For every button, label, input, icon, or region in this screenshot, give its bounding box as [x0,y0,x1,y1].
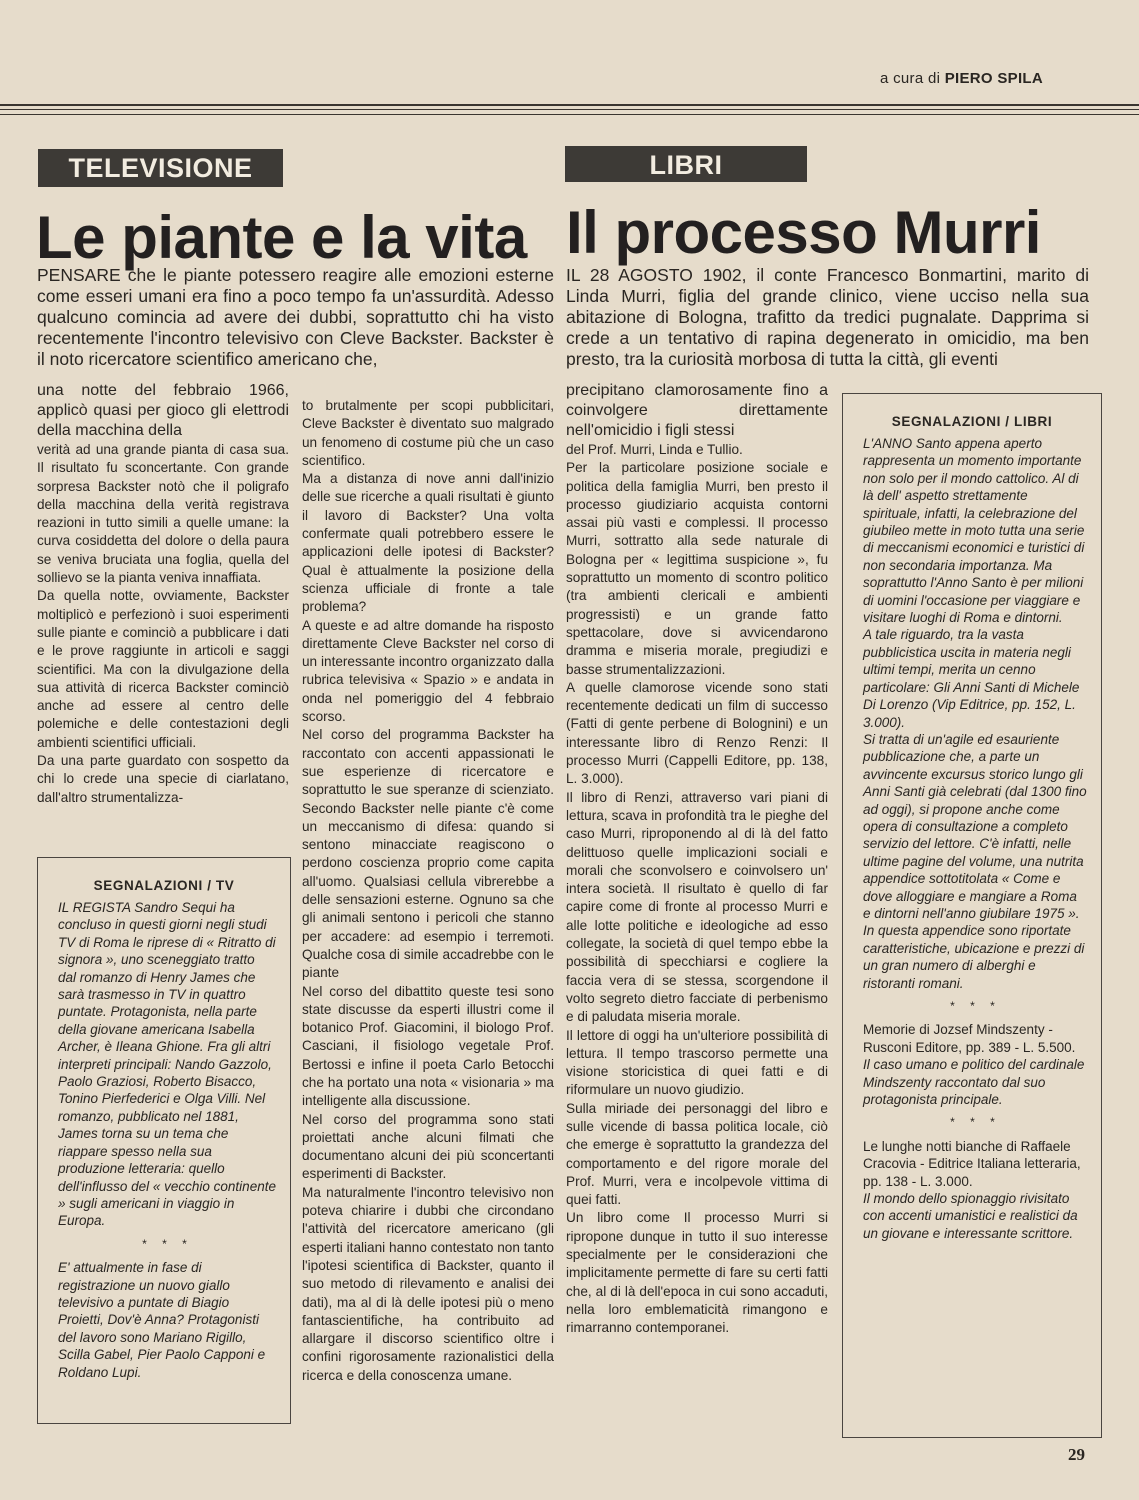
tv-col1-lead: una notte del febbraio 1966, applicò quasi per gioco gli elettrodi della macchina della [37,382,289,439]
libri-col-p3: A quelle clamorose vicende sono stati recentemente dedicati un film di successo (Fatti di gente perbene di Bolognini) e un interessante libro di Renzo Renzi: Il processo Murri (Cappelli Editore, pp. 138, L. 3.000). [566,679,828,787]
box-tv-p2: E' attualmente in fase di registrazione un nuovo giallo televisivo a puntate di Biagio Proietti, Dov'è Anna? Protagonisti del lavoro sono Mariano Rigillo, Scilla Gabel, Pier Paolo Capponi e Roldano Lupi. [58,1260,266,1380]
box-title-libri: SEGNALAZIONI / LIBRI [891,414,1053,429]
box-title-tv: SEGNALAZIONI / TV [93,878,235,893]
tv-col2-p3: A queste e ad altre domande ha risposto direttamente Cleve Backster nel corso di un interessante incontro organizzato dalla rubrica televisiva « Spazio » e andata in onda nel pomeriggio del 4 febbraio scorso. [302,617,554,725]
tv-col2-p4: Nel corso del programma Backster ha raccontato con accenti appassionati le sue esperienze di ricercatore e soprattutto le sue speranze di scienziato. Secondo Backster nelle piante c'è come un meccanismo di difesa: quando si sentono minacciate reagiscono o perdono coscienza proprio come capita all'uomo. Qualsiasi cellula vibrerebbe a delle sensazioni esterne. Ognuno sa che gli animali sentono i pericoli che stanno per accadere: ad esempio i terremoti. Qualche cosa di simile accadrebbe con le piante [302,727,554,981]
tv-col2-p5: Nel corso del dibattito queste tesi sono state discusse da esperti illustri come il botanico Prof. Giacomini, il biologo Prof. Casciani, il fisiologo vegetale Prof. Bertossi e infine il poeta Carlo Betocchi che ha portato una nota « visionaria » ma intelligente alla discussione. [302,983,554,1109]
headline-libri: Il processo Murri [566,199,1041,266]
box-body-libri [843,435,1101,1242]
tv-col2-p1: to brutalmente per scopi pubblicitari, Cleve Backster è diventato suo malgrado un fenomeno di costume più che un caso scientifico. [302,398,554,468]
section-label-libri: LIBRI [565,146,807,182]
box-libri-p5: Memorie di Jozsef Mindszenty - Rusconi Editore, pp. 389 - L. 5.500. [863,1022,1076,1055]
tv-col2-p7: Ma naturalmente l'incontro televisivo non poteva chiarire i dubbi che circondano l'attività del ricercatore americano (gli esperti italiani hanno contestato non tanto l'ipotesi scientifica di Backster, quanto il suo metodo di rilevamento e analisi dei dati), ma al di là delle ipotesi più o meno fantascientifiche, ha contribuito ad allargare il discorso scientifico oltre i confini rigorosamente razionalistici della ricerca e della conoscenza umane. [302,1184,554,1383]
tv-col2-p6: Nel corso del programma sono stati proiettati anche alcuni filmati che documentano alcuni dei più sconcertanti esperimenti di Backster. [302,1111,554,1182]
curator-credit [880,70,1043,87]
libri-col-p5: Il lettore di oggi ha un'ulteriore possibilità di lettura. Il tempo trascorso permette una visione storicistica di quei fatti e di riformulare un nuovo giudizio. [566,1027,828,1098]
separator-stars: * * * [949,999,1001,1013]
lead-paragraph-tv [37,265,554,370]
header-rule [0,109,1139,110]
curator-prefix: a cura di [880,70,941,87]
separator-stars: * * * [949,1115,1001,1130]
curator-name: PIERO SPILA [944,70,1044,87]
libri-col-lead: precipitano clamorosamente fino a coinvolgere direttamente nell'omicidio i figli stessi [566,382,828,439]
tv-col1-p3: Da una parte guardato con sospetto da chi lo crede una specie di ciarlatano, dall'altro strumentalizza- [37,753,289,805]
libri-column [566,381,828,1338]
box-libri-p7: Le lunghe notti bianche di Raffaele Cracovia - Editrice Italiana letteraria, pp. 138 - L. 3.000. [863,1138,1081,1189]
header-rule [0,104,1139,106]
box-libri-p1: L'ANNO Santo appena aperto rappresenta un momento importante non solo per il mondo cattolico. Al di là dell' aspetto strettamente spirituale, infatti, la celebrazione del giubileo mette in moto tutta una serie di meccanismi economici e turistici di non secondaria importanza. Ma soprattutto l'Anno Santo è per milioni di uomini l'occasione per viaggiare e visitare luoghi di Roma e dintorni. [863,436,1085,626]
page-number: 29 [1068,1445,1085,1464]
lead-text: PENSARE che le piante potessero reagire alle emozioni esterne come esseri umani era fino a poco tempo fa un'assurdità. Adesso qualcuno comincia ad avere dei dubbi, soprattutto chi ha visto recentemente l'incontro televisivo con Cleve Backster. Backster è il noto ricercatore scientifico americano che, [37,265,554,369]
header-rule [0,114,1139,115]
headline-tv: Le piante e la vita [36,204,527,271]
separator-stars: * * * [141,1236,193,1251]
box-tv-p1: IL REGISTA Sandro Sequi ha concluso in questi giorni negli studi TV di Roma le riprese di « Ritratto di signora », uno sceneggiato tratto dal romanzo di Henry James che sarà trasmesso in TV in quattro puntate. Protagonista, nella parte della giovane americana Isabella Archer, è Ileana Ghione. Fra gli altri interpreti principali: Nando Gazzolo, Paolo Graziosi, Roberto Bisacco, Tonino Pierfederici e Olga Villi. Nel romanzo, pubblicato nel 1881, James torna su un tema che riappare spesso nella sua produzione letteraria: quello dell'influsso del « vecchio continente » sugli americani in viaggio in Europa. [58,900,276,1229]
tv-column-1 [37,381,289,807]
box-libri-p4: In questa appendice sono riportate caratteristiche, ubicazione e prezzi di un gran numero di alberghi e ristoranti romani. [863,923,1085,991]
tv-column-2 [302,397,554,1385]
sidebar-box-tv [37,857,291,1424]
sidebar-box-libri [842,393,1102,1438]
box-libri-p8: Il mondo dello spionaggio rivisitato con accenti umanistici e realistici da un giovane e interessante scrittore. [863,1191,1078,1241]
libri-col-p6: Sulla miriade dei personaggi del libro e sulle vicende di bassa politica locale, ciò che emerge è soprattutto la grandezza del comportamento e del rigore morale del Prof. Murri, vera e incolpevole vittima di quei fatti. [566,1100,828,1208]
lead-text: IL 28 AGOSTO 1902, il conte Francesco Bonmartini, marito di Linda Murri, figlia del grande clinico, viene ucciso nella sua abitazione di Bologna, trafitto da tredici pugnalate. Dapprima si crede a un tentativo di rapina degenerato in omicidio, ma ben presto, tra la curiosità morbosa di tutta la città, gli eventi [566,265,1089,369]
libri-col-p7: Un libro come Il processo Murri si ripropone dunque in tutto il suo interesse specialmente per le considerazioni che implicitamente permette di fare su certi fatti che, al di là dell'epoca in cui sono accaduti, nella loro emblematicità rimangono e rimarranno contemporanei. [566,1210,828,1336]
tv-col2-p2: Ma a distanza di nove anni dall'inizio delle sue ricerche a quali risultati è giunto il lavoro di Backster? Una volta confermate quali potrebbero essere le applicazioni delle ipotesi di Backster? Qual è attualmente la posizione della scienza ufficiale di fronte a tale problema? [302,471,554,615]
section-label-tv: TELEVISIONE [38,149,283,187]
box-body-tv [38,899,290,1381]
box-libri-p6: Il caso umano e politico del cardinale Mindszenty raccontato dal suo protagonista principale. [863,1057,1085,1108]
tv-col1-text: verità ad una grande pianta di casa sua. Il risultato fu sconcertante. Con grande sorpresa Backster notò che il poligrafo della macchina della verità registrava reazioni in tutto simili a quelle umane: la curva cosiddetta del dolore o della paura se veniva bruciata una foglia, quella del sollievo se la pianta veniva innaffiata. [37,442,289,586]
libri-col-p2: Per la particolare posizione sociale e politica della famiglia Murri, ben presto il processo giudiziario acquista contorni assai più vasti e complessi. Il processo Murri, sottratto alla sede naturale di Bologna per « legittima suspicione », fu soprattutto un momento di scontro politico (tra ambienti clericali e ambienti progressisti) e un grande fatto spettacolare, dove si avvicendarono dramma e miseria morale, pregiudizi e basse strumentalizzazioni. [566,460,828,677]
box-libri-p2: A tale riguardo, tra la vasta pubblicistica uscita in materia negli ultimi tempi, merita un cenno particolare: Gli Anni Santi di Michele Di Lorenzo (Vip Editrice, pp. 152, L. 3.000). [863,627,1080,730]
tv-col1-p2: Da quella notte, ovviamente, Backster moltiplicò e perfezionò i suoi esperimenti sulle piante e cominciò a pubblicare i dati e le prove raggiunte in articoli e saggi scientifici. Ma con la divulgazione della sua attività di ricerca Backster cominciò anche ad essere al centro delle polemiche e delle contestazioni degli ambienti scientifici ufficiali. [37,588,289,750]
libri-col-p1: del Prof. Murri, Linda e Tullio. [566,442,743,457]
libri-col-p4: Il libro di Renzi, attraverso vari piani di lettura, scava in profondità tra le pieghe del caso Murri, riproponendo al di là del fatto delittuoso quelle implicazioni sociali e morali che sconvolsero e coinvolsero un' intera società. Il risultato è quello di far capire come di fronte al processo Murri e alle lotte politiche e ideologiche ad esso collegate, la società di quel tempo ebbe la possibilità di specchiarsi e cogliere la faccia vera di se stessa, scorgendone il volto segreto dietro facciate di perbenismo e di paludata miseria morale. [566,789,828,1025]
lead-paragraph-libri [566,265,1089,370]
box-libri-p3: Si tratta di un'agile ed esauriente pubblicazione che, a parte un avvincente excursus storico lungo gli Anni Santi già celebrati (dal 1300 fino ad oggi), si propone anche come opera di consultazione a completo servizio del lettore. C'è infatti, nelle ultime pagine del volume, una nutrita appendice sottotitolata « Come e dove alloggiare e mangiare a Roma e dintorni nell'anno giubilare 1975 ». [863,731,1087,921]
